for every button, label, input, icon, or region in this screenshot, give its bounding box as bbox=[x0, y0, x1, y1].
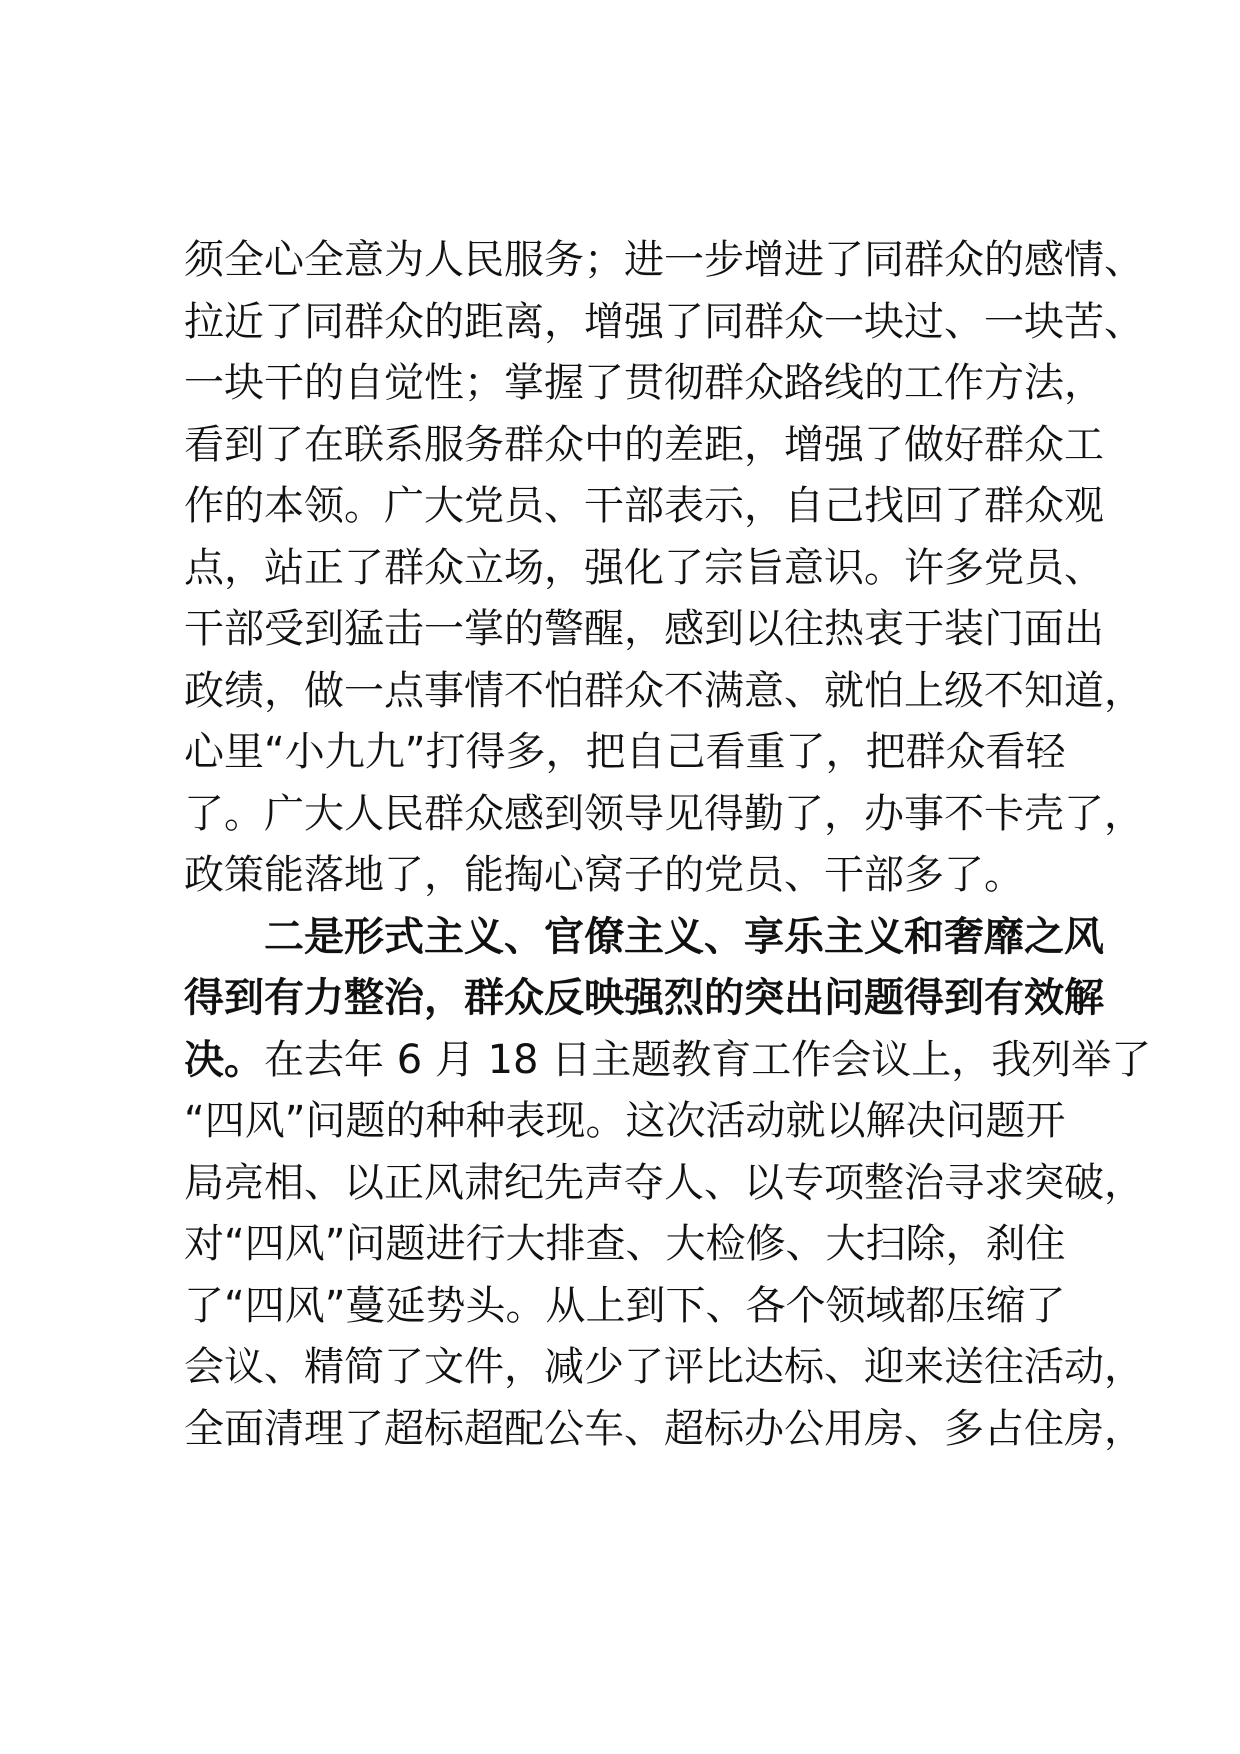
text-line: 了“四风”蔓延势头。从上到下、各个领域都压缩了 bbox=[184, 1282, 1066, 1329]
text-line: 一块干的自觉性；掌握了贯彻群众路线的工作方法， bbox=[184, 360, 1104, 406]
body-text bbox=[184, 230, 1152, 1460]
text-line: 作的本领。广大党员、干部表示，自己找回了群众观 bbox=[184, 483, 1104, 529]
text-line: 拉近了同群众的距离，增强了同群众一块过、一块苦、 bbox=[184, 298, 1144, 345]
section-heading-end: 决。 bbox=[184, 1036, 264, 1083]
text-line: 点，站正了群众立场，强化了宗旨意识。许多党员、 bbox=[184, 544, 1104, 591]
section-heading-line: 二是形式主义、官僚主义、享乐主义和奢靡之风 bbox=[264, 913, 1104, 960]
text-line: 局亮相、以正风肃纪先声夺人、以专项整治寻求突破， bbox=[184, 1159, 1144, 1206]
text-line: 政绩，做一点事情不怕群众不满意、就怕上级不知道， bbox=[184, 667, 1144, 714]
section-heading-line: 得到有力整治，群众反映强烈的突出问题得到有效解 bbox=[184, 975, 1104, 1021]
text-line: 看到了在联系服务群众中的差距，增强了做好群众工 bbox=[184, 421, 1104, 468]
text-line: “四风”问题的种种表现。这次活动就以解决问题开 bbox=[184, 1098, 1066, 1144]
text-line: 决。在去年 6 月 18 日主题教育工作会议上，我列举了 bbox=[184, 1036, 1152, 1083]
text-line: 政策能落地了，能掏心窝子的党员、干部多了。 bbox=[184, 852, 1024, 898]
text-line: 须全心全意为人民服务；进一步增进了同群众的感情、 bbox=[184, 237, 1144, 283]
text-line: 全面清理了超标超配公车、超标办公用房、多占住房， bbox=[184, 1405, 1144, 1452]
text-line: 干部受到猛击一掌的警醒，感到以往热衷于装门面出 bbox=[184, 606, 1104, 652]
text-line: 了。广大人民群众感到领导见得勤了，办事不卡壳了， bbox=[184, 790, 1144, 837]
text-line: 会议、精简了文件，减少了评比达标、迎来送往活动， bbox=[184, 1344, 1144, 1390]
text-line: 对“四风”问题进行大排查、大检修、大扫除，刹住 bbox=[184, 1221, 1066, 1267]
text-line: 心里“小九九”打得多，把自己看重了，把群众看轻 bbox=[184, 729, 1066, 775]
